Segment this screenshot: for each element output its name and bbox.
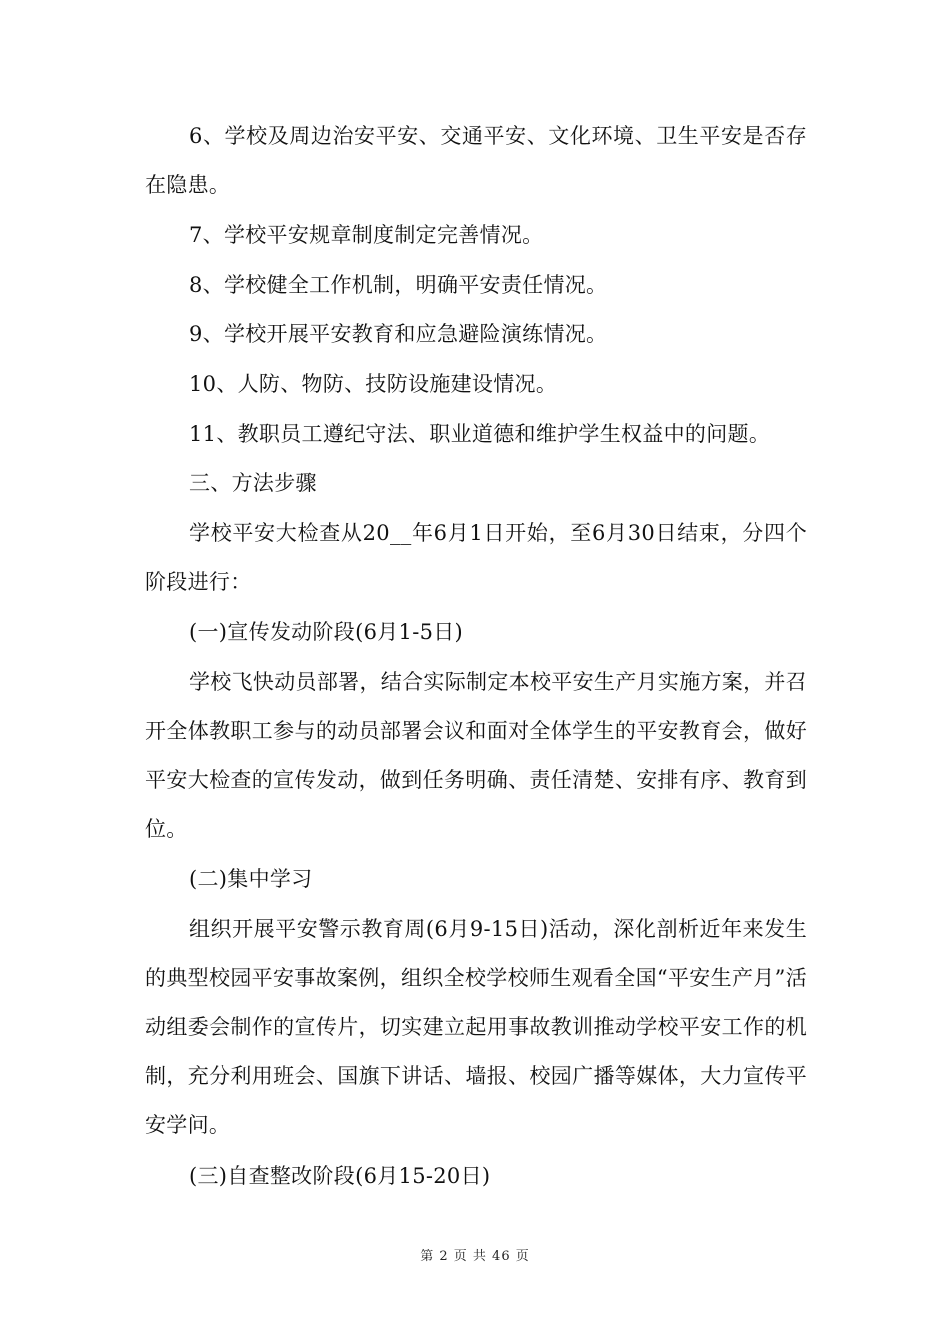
paragraph-item-6: 6、学校及周边治安平安、交通平安、文化环境、卫生平安是否存在隐患。 [145,124,807,197]
paragraph-item-7: 7、学校平安规章制度制定完善情况。 [189,223,544,247]
paragraph-item-9: 9、学校开展平安教育和应急避险演练情况。 [189,322,608,346]
stage-heading-1: (一)宣传发动阶段(6月1-5日) [189,620,464,644]
section-heading-methods: 三、方法步骤 [189,471,317,495]
paragraph-item-11: 11、教职员工遵纪守法、职业道德和维护学生权益中的问题。 [189,422,771,446]
paragraph-stage-2: 组织开展平安警示教育周(6月9-15日)活动，深化剖析近年来发生的典型校园平安事故案例，组织全校学校师生观看全国“平安生产月”活动组委会制作的宣传片，切实建立起用事故教训推动学校平安工作的机制，充分利用班会、国旗下讲话、墙报、校园广播等媒体，大力宣传平安学问。 [145,917,807,1137]
stage-heading-2: (二)集中学习 [189,867,313,891]
stage-heading-3: (三)自查整改阶段(6月15-20日) [189,1164,491,1188]
paragraph-schedule: 学校平安大检查从20__年6月1日开始，至6月30日结束，分四个阶段进行： [145,521,807,594]
paragraph-item-10: 10、人防、物防、技防设施建设情况。 [189,372,558,396]
paragraph-stage-1: 学校飞快动员部署，结合实际制定本校平安生产月实施方案，并召开全体教职工参与的动员部署会议和面对全体学生的平安教育会，做好平安大检查的宣传发动，做到任务明确、责任清楚、安排有序、教育到位。 [145,670,807,841]
page-footer: 第 2 页 共 46 页 [420,1249,530,1264]
paragraph-item-8: 8、学校健全工作机制，明确平安责任情况。 [189,273,608,297]
